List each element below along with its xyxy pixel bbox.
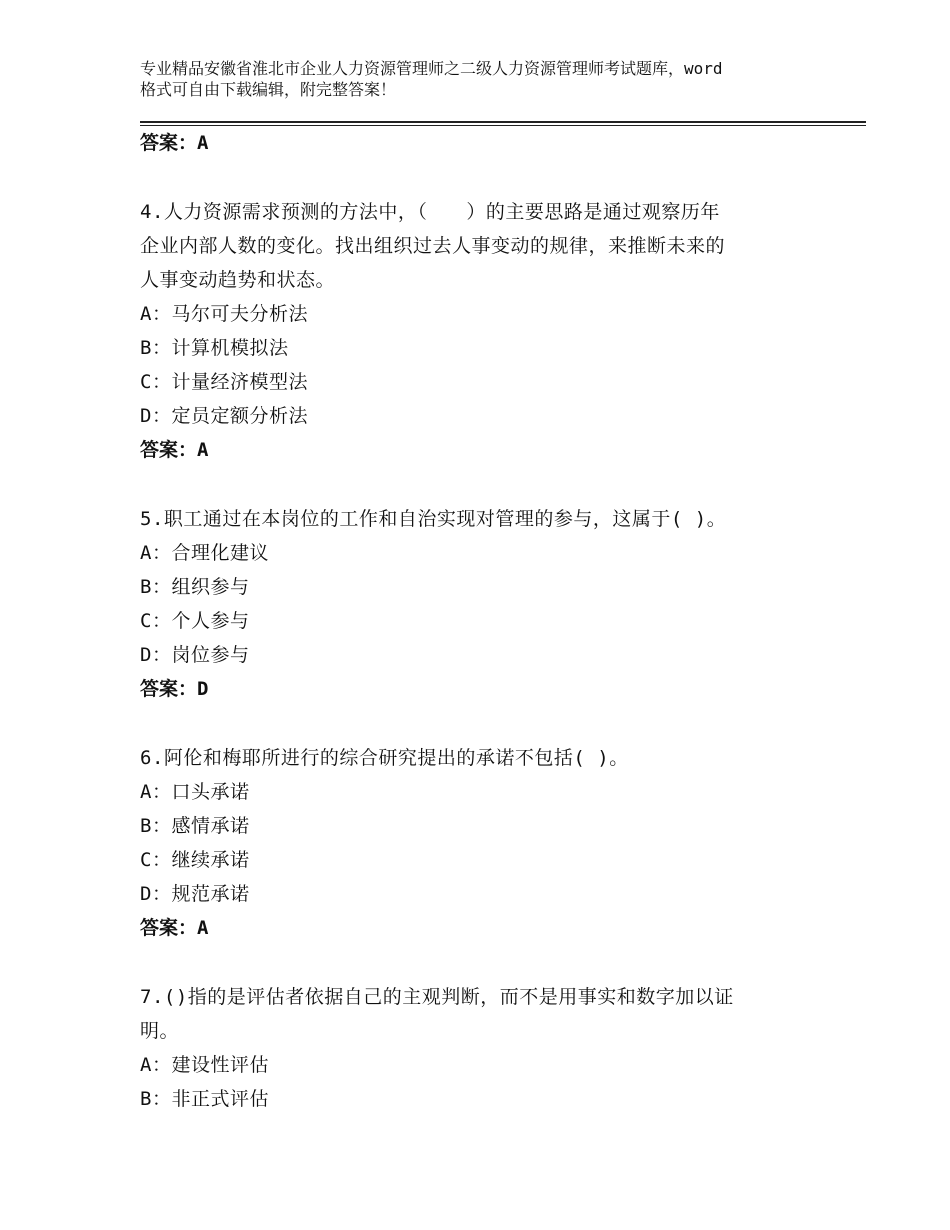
question-line: 7.()指的是评估者依据自己的主观判断，而不是用事实和数字加以证 (140, 986, 734, 1008)
option-line: B：感情承诺 (140, 815, 250, 837)
question-line: 明。 (140, 1020, 180, 1042)
header-rule-thin (140, 125, 866, 126)
option-line: A：马尔可夫分析法 (140, 303, 308, 325)
question-line: 4.人力资源需求预测的方法中，（ ）的主要思路是通过观察历年 (140, 201, 720, 223)
answer-line: 答案：A (140, 132, 209, 154)
option-line: A：合理化建议 (140, 542, 269, 564)
option-line: A：口头承诺 (140, 781, 250, 803)
option-line: A：建设性评估 (140, 1054, 269, 1076)
option-line: B：组织参与 (140, 576, 250, 598)
option-line: D：定员定额分析法 (140, 405, 308, 427)
option-line: B：非正式评估 (140, 1088, 269, 1110)
option-line: D：规范承诺 (140, 883, 250, 905)
option-line: B：计算机模拟法 (140, 337, 289, 359)
question-line: 企业内部人数的变化。找出组织过去人事变动的规律，来推断未来的 (140, 235, 726, 257)
option-line: C：继续承诺 (140, 849, 250, 871)
question-line: 6.阿伦和梅耶所进行的综合研究提出的承诺不包括( )。 (140, 747, 629, 769)
header-rule-thick (140, 121, 866, 123)
answer-line: 答案：A (140, 439, 209, 461)
option-line: C：计量经济模型法 (140, 371, 308, 393)
header-line-2: 格式可自由下载编辑，附完整答案！ (140, 80, 397, 99)
question-line: 人事变动趋势和状态。 (140, 269, 336, 291)
option-line: D：岗位参与 (140, 644, 250, 666)
question-line: 5.职工通过在本岗位的工作和自治实现对管理的参与，这属于( )。 (140, 508, 727, 530)
answer-line: 答案：D (140, 678, 209, 700)
option-line: C：个人参与 (140, 610, 250, 632)
header-line-1: 专业精品安徽省淮北市企业人力资源管理师之二级人力资源管理师考试题库，word (140, 59, 723, 78)
answer-line: 答案：A (140, 917, 209, 939)
page-header (140, 58, 840, 100)
